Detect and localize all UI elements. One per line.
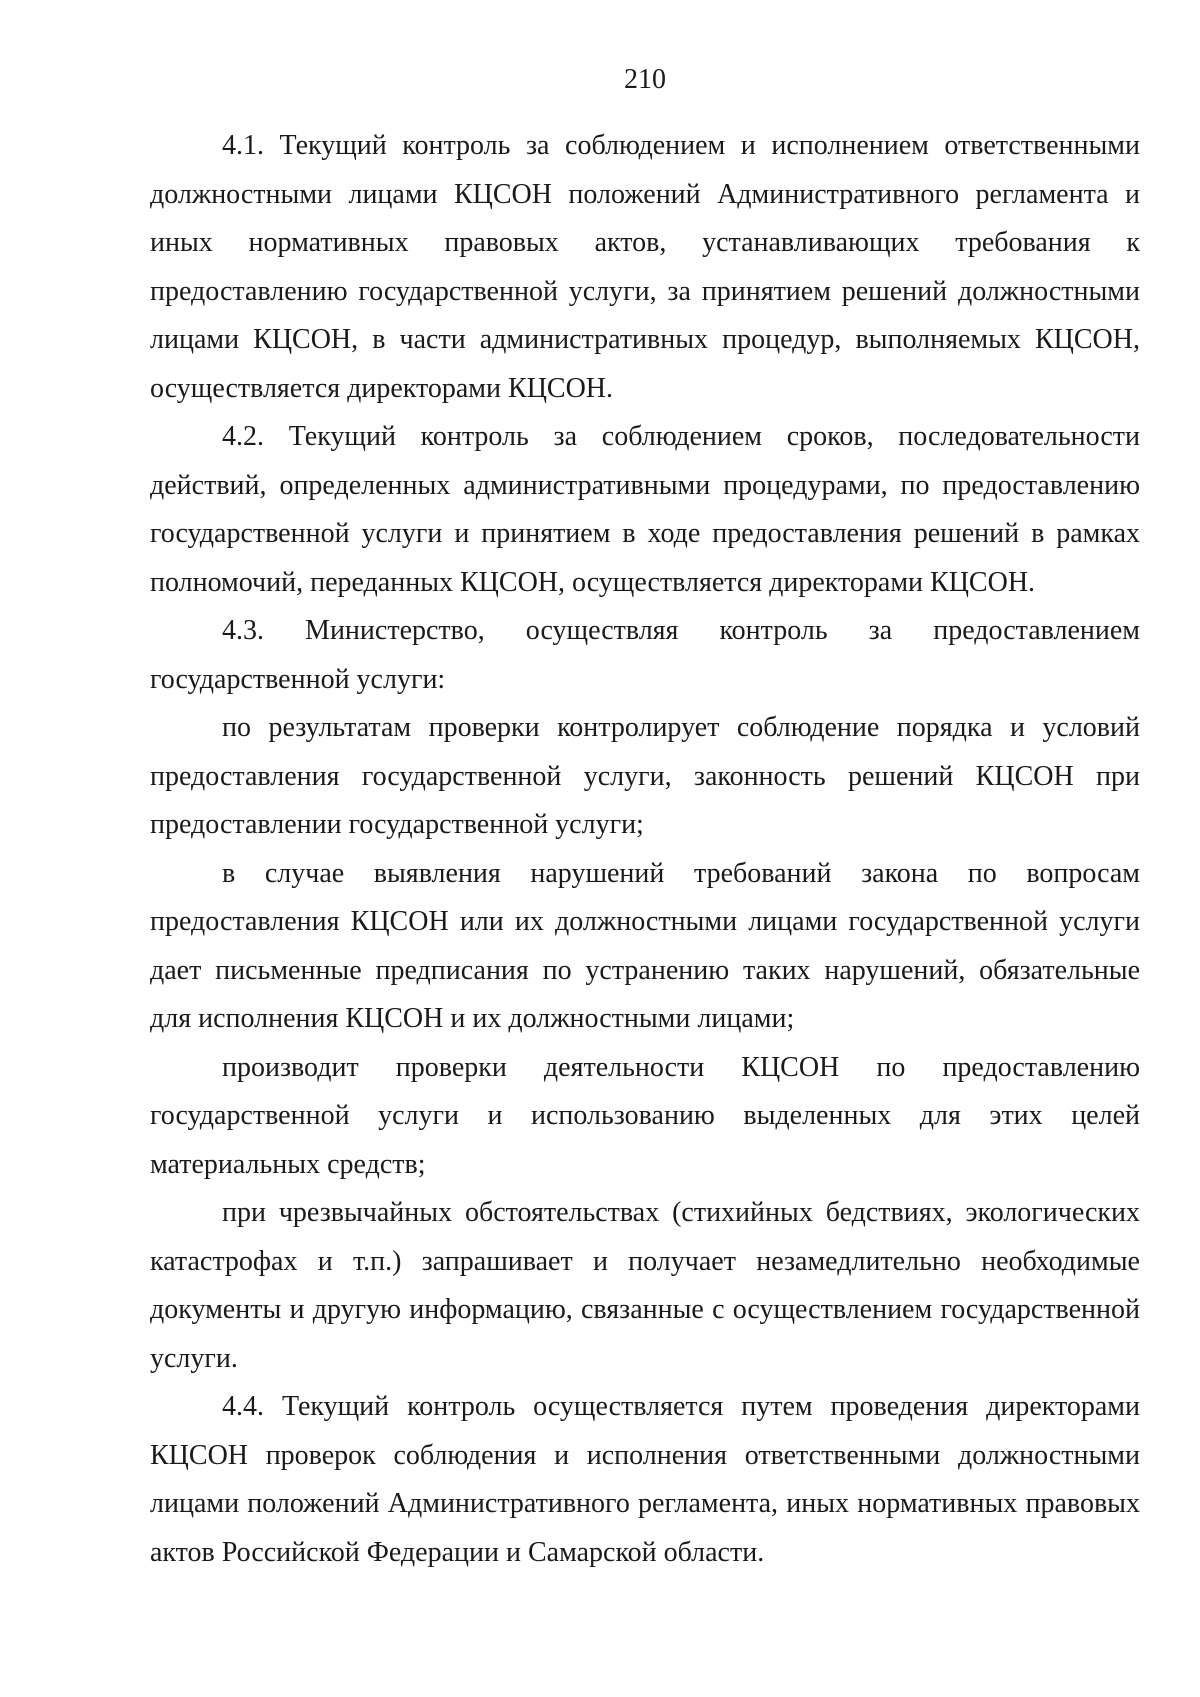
paragraph-4-3-item-4: при чрезвычайных обстоятельствах (стихийных бедствиях, экологических катастрофах и т.п.) запрашивает и получает незамедлительно необходимые документы и другую информацию, связанные с осуществлением государственной услуги.: [150, 1197, 1140, 1374]
paragraph-4-3-item-1: по результатам проверки контролирует соблюдение порядка и условий предоставления государственной услуги, законность решений КЦСОН при предоставлении государственной услуги;: [150, 712, 1140, 840]
document-body: [150, 122, 1140, 1577]
page-number: 210: [624, 64, 666, 95]
paragraph-4-3-item-3: производит проверки деятельности КЦСОН по предоставлению государственной услуги и использованию выделенных для этих целей материальных средств;: [150, 1051, 1140, 1180]
paragraph-4-3-item-2: в случае выявления нарушений требований закона по вопросам предоставления КЦСОН или их должностными лицами государственной услуги дает письменные предписания по устранению таких нарушений, обязательные для исполнения КЦСОН и их должностными лицами;: [150, 857, 1140, 1034]
paragraph-4-2: 4.2. Текущий контроль за соблюдением сроков, последовательности действий, определенных административными процедурами, по предоставлению государственной услуги и принятием в ходе предоставления решений в рамках полномочий, переданных КЦСОН, осуществляется директорами КЦСОН.: [150, 421, 1140, 598]
paragraph-4-1: 4.1. Текущий контроль за соблюдением и исполнением ответственными должностными лицами КЦСОН положений Административного регламента и иных нормативных правовых актов, устанавливающих требования к предоставлению государственной услуги, за принятием решений должностными лицами КЦСОН, в части административных процедур, выполняемых КЦСОН, осуществляется директорами КЦСОН.: [150, 130, 1140, 404]
paragraph-4-4: 4.4. Текущий контроль осуществляется путем проведения директорами КЦСОН проверок соблюдения и исполнения ответственными должностными лицами положений Административного регламента, иных нормативных правовых актов Российской Федерации и Самарской области.: [150, 1391, 1140, 1568]
paragraph-4-3: 4.3. Министерство, осуществляя контроль за предоставлением государственной услуги:: [150, 615, 1140, 695]
